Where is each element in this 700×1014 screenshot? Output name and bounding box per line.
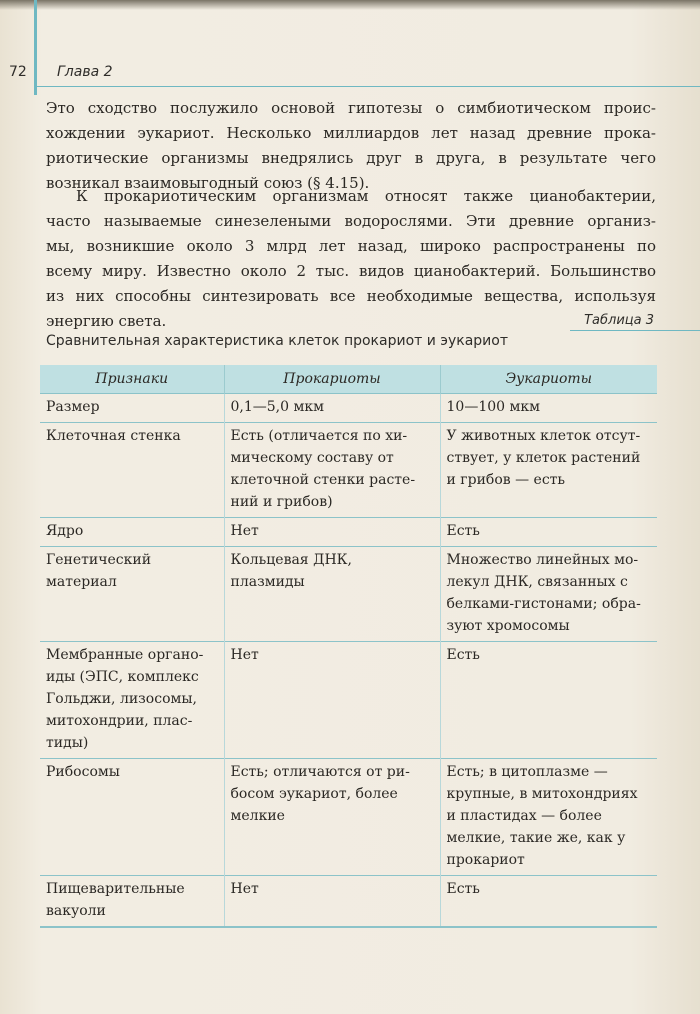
eukaryotes-cell [440, 547, 657, 642]
cell-text-line: и пластидах — более [446, 808, 602, 824]
page-number: 72 [9, 64, 27, 80]
cell-text-line: и грибов — есть [446, 472, 566, 488]
cell-text-line: лекул ДНК, связанных с [446, 574, 628, 590]
cell-text-line: Гольджи, лизосомы, [46, 691, 197, 707]
cell-text-line: мелкие, такие же, как у [446, 830, 626, 846]
prokaryotes-cell [224, 642, 440, 759]
page-top-shadow [0, 0, 700, 10]
cell-text-line: 0,1—5,0 мкм [230, 399, 325, 415]
cell-text-line: Нет [230, 881, 259, 897]
cell-text-line: Нет [230, 523, 259, 539]
eukaryotes-cell [440, 642, 657, 759]
cell-text-line: материал [46, 574, 117, 590]
eukaryotes-cell [440, 876, 657, 928]
text-line: возникал взаимовыгодный союз (§ 4.15). [46, 174, 370, 192]
text-line: хождении эукариот. Несколько миллиардов лет назад древние прока- [46, 124, 656, 142]
feature-cell [40, 394, 224, 423]
comparison-table [40, 365, 657, 928]
cell-text-line: Множество линейных мо- [446, 552, 639, 568]
prokaryotes-cell [224, 423, 440, 518]
cell-text-line: Нет [230, 647, 259, 663]
table-row [40, 759, 657, 876]
table-row [40, 423, 657, 518]
prokaryotes-cell [224, 759, 440, 876]
feature-cell [40, 876, 224, 928]
prokaryotes-cell [224, 547, 440, 642]
feature-cell [40, 423, 224, 518]
cell-text-line: иды (ЭПС, комплекс [46, 669, 199, 685]
cell-text-line: Есть [446, 647, 480, 663]
text-line: всему миру. Известно около 2 тыс. видов цианобактерий. Большинство [46, 262, 656, 280]
header-eukaryotes: Эукариоты [440, 365, 657, 394]
cell-text-line: прокариот [446, 852, 525, 868]
cell-text-line: У животных клеток отсут- [446, 428, 641, 444]
eukaryotes-cell [440, 423, 657, 518]
cell-text-line: плазмиды [230, 574, 305, 590]
cell-text-line: Клеточная стенка [46, 428, 181, 444]
text-line: риотические организмы внедрялись друг в друга, в результате чего [46, 149, 656, 167]
table-number-label: Таблица 3 [584, 313, 654, 328]
chapter-title: Глава 2 [57, 64, 113, 80]
text-line: из них способны синтезировать все необходимые вещества, используя [46, 287, 656, 305]
paragraph-2 [46, 184, 656, 334]
cell-text-line: ствует, у клеток растений [446, 450, 641, 466]
table-label-rule [570, 330, 700, 331]
table-caption: Сравнительная характеристика клеток прокариот и эукариот [46, 333, 508, 349]
cell-text-line: вакуоли [46, 903, 106, 919]
feature-cell [40, 547, 224, 642]
cell-text-line: крупные, в митохондриях [446, 786, 638, 802]
cell-text-line: Есть [446, 523, 480, 539]
cell-text-line: Генетический [46, 552, 152, 568]
table-row [40, 518, 657, 547]
cell-text-line: Ядро [46, 523, 84, 539]
prokaryotes-cell [224, 394, 440, 423]
header-horizontal-rule [34, 86, 700, 87]
eukaryotes-cell [440, 759, 657, 876]
eukaryotes-cell [440, 394, 657, 423]
cell-text-line: Пищеварительные [46, 881, 185, 897]
feature-cell [40, 759, 224, 876]
header-prokaryotes: Прокариоты [224, 365, 440, 394]
cell-text-line: митохондрии, плас- [46, 713, 193, 729]
cell-text-line: 10—100 мкм [446, 399, 541, 415]
cell-text-line: Рибосомы [46, 764, 120, 780]
prokaryotes-cell [224, 876, 440, 928]
table-row [40, 876, 657, 928]
table-row [40, 642, 657, 759]
cell-text-line: ний и грибов) [230, 494, 333, 510]
cell-text-line: мическому составу от [230, 450, 394, 466]
paragraph-1 [46, 96, 656, 196]
cell-text-line: мелкие [230, 808, 285, 824]
cell-text-line: Есть [446, 881, 480, 897]
table-row [40, 547, 657, 642]
cell-text-line: Мембранные органо- [46, 647, 204, 663]
cell-text-line: зуют хромосомы [446, 618, 570, 634]
header-features: Признаки [40, 365, 224, 394]
feature-cell [40, 642, 224, 759]
text-line: энергию света. [46, 312, 167, 330]
text-line: К прокариотическим организмам относят также цианобактерии, [76, 187, 656, 205]
text-line: мы, возникшие около 3 млрд лет назад, широко распространены по [46, 237, 656, 255]
cell-text-line: Есть; в цитоплазме — [446, 764, 608, 780]
cell-text-line: Есть (отличается по хи- [230, 428, 408, 444]
text-line: часто называемые синезелеными водорослями. Эти древние организ- [46, 212, 656, 230]
table-header-row [40, 365, 657, 394]
eukaryotes-cell [440, 518, 657, 547]
cell-text-line: клеточной стенки расте- [230, 472, 416, 488]
cell-text-line: Кольцевая ДНК, [230, 552, 352, 568]
header-vertical-rule [34, 0, 37, 95]
table-row [40, 394, 657, 423]
table-body [40, 394, 657, 928]
cell-text-line: босом эукариот, более [230, 786, 398, 802]
cell-text-line: Есть; отличаются от ри- [230, 764, 410, 780]
cell-text-line: белками-гистонами; обра- [446, 596, 641, 612]
text-line: Это сходство послужило основой гипотезы о симбиотическом проис- [46, 99, 656, 117]
feature-cell [40, 518, 224, 547]
cell-text-line: тиды) [46, 735, 89, 751]
cell-text-line: Размер [46, 399, 100, 415]
prokaryotes-cell [224, 518, 440, 547]
